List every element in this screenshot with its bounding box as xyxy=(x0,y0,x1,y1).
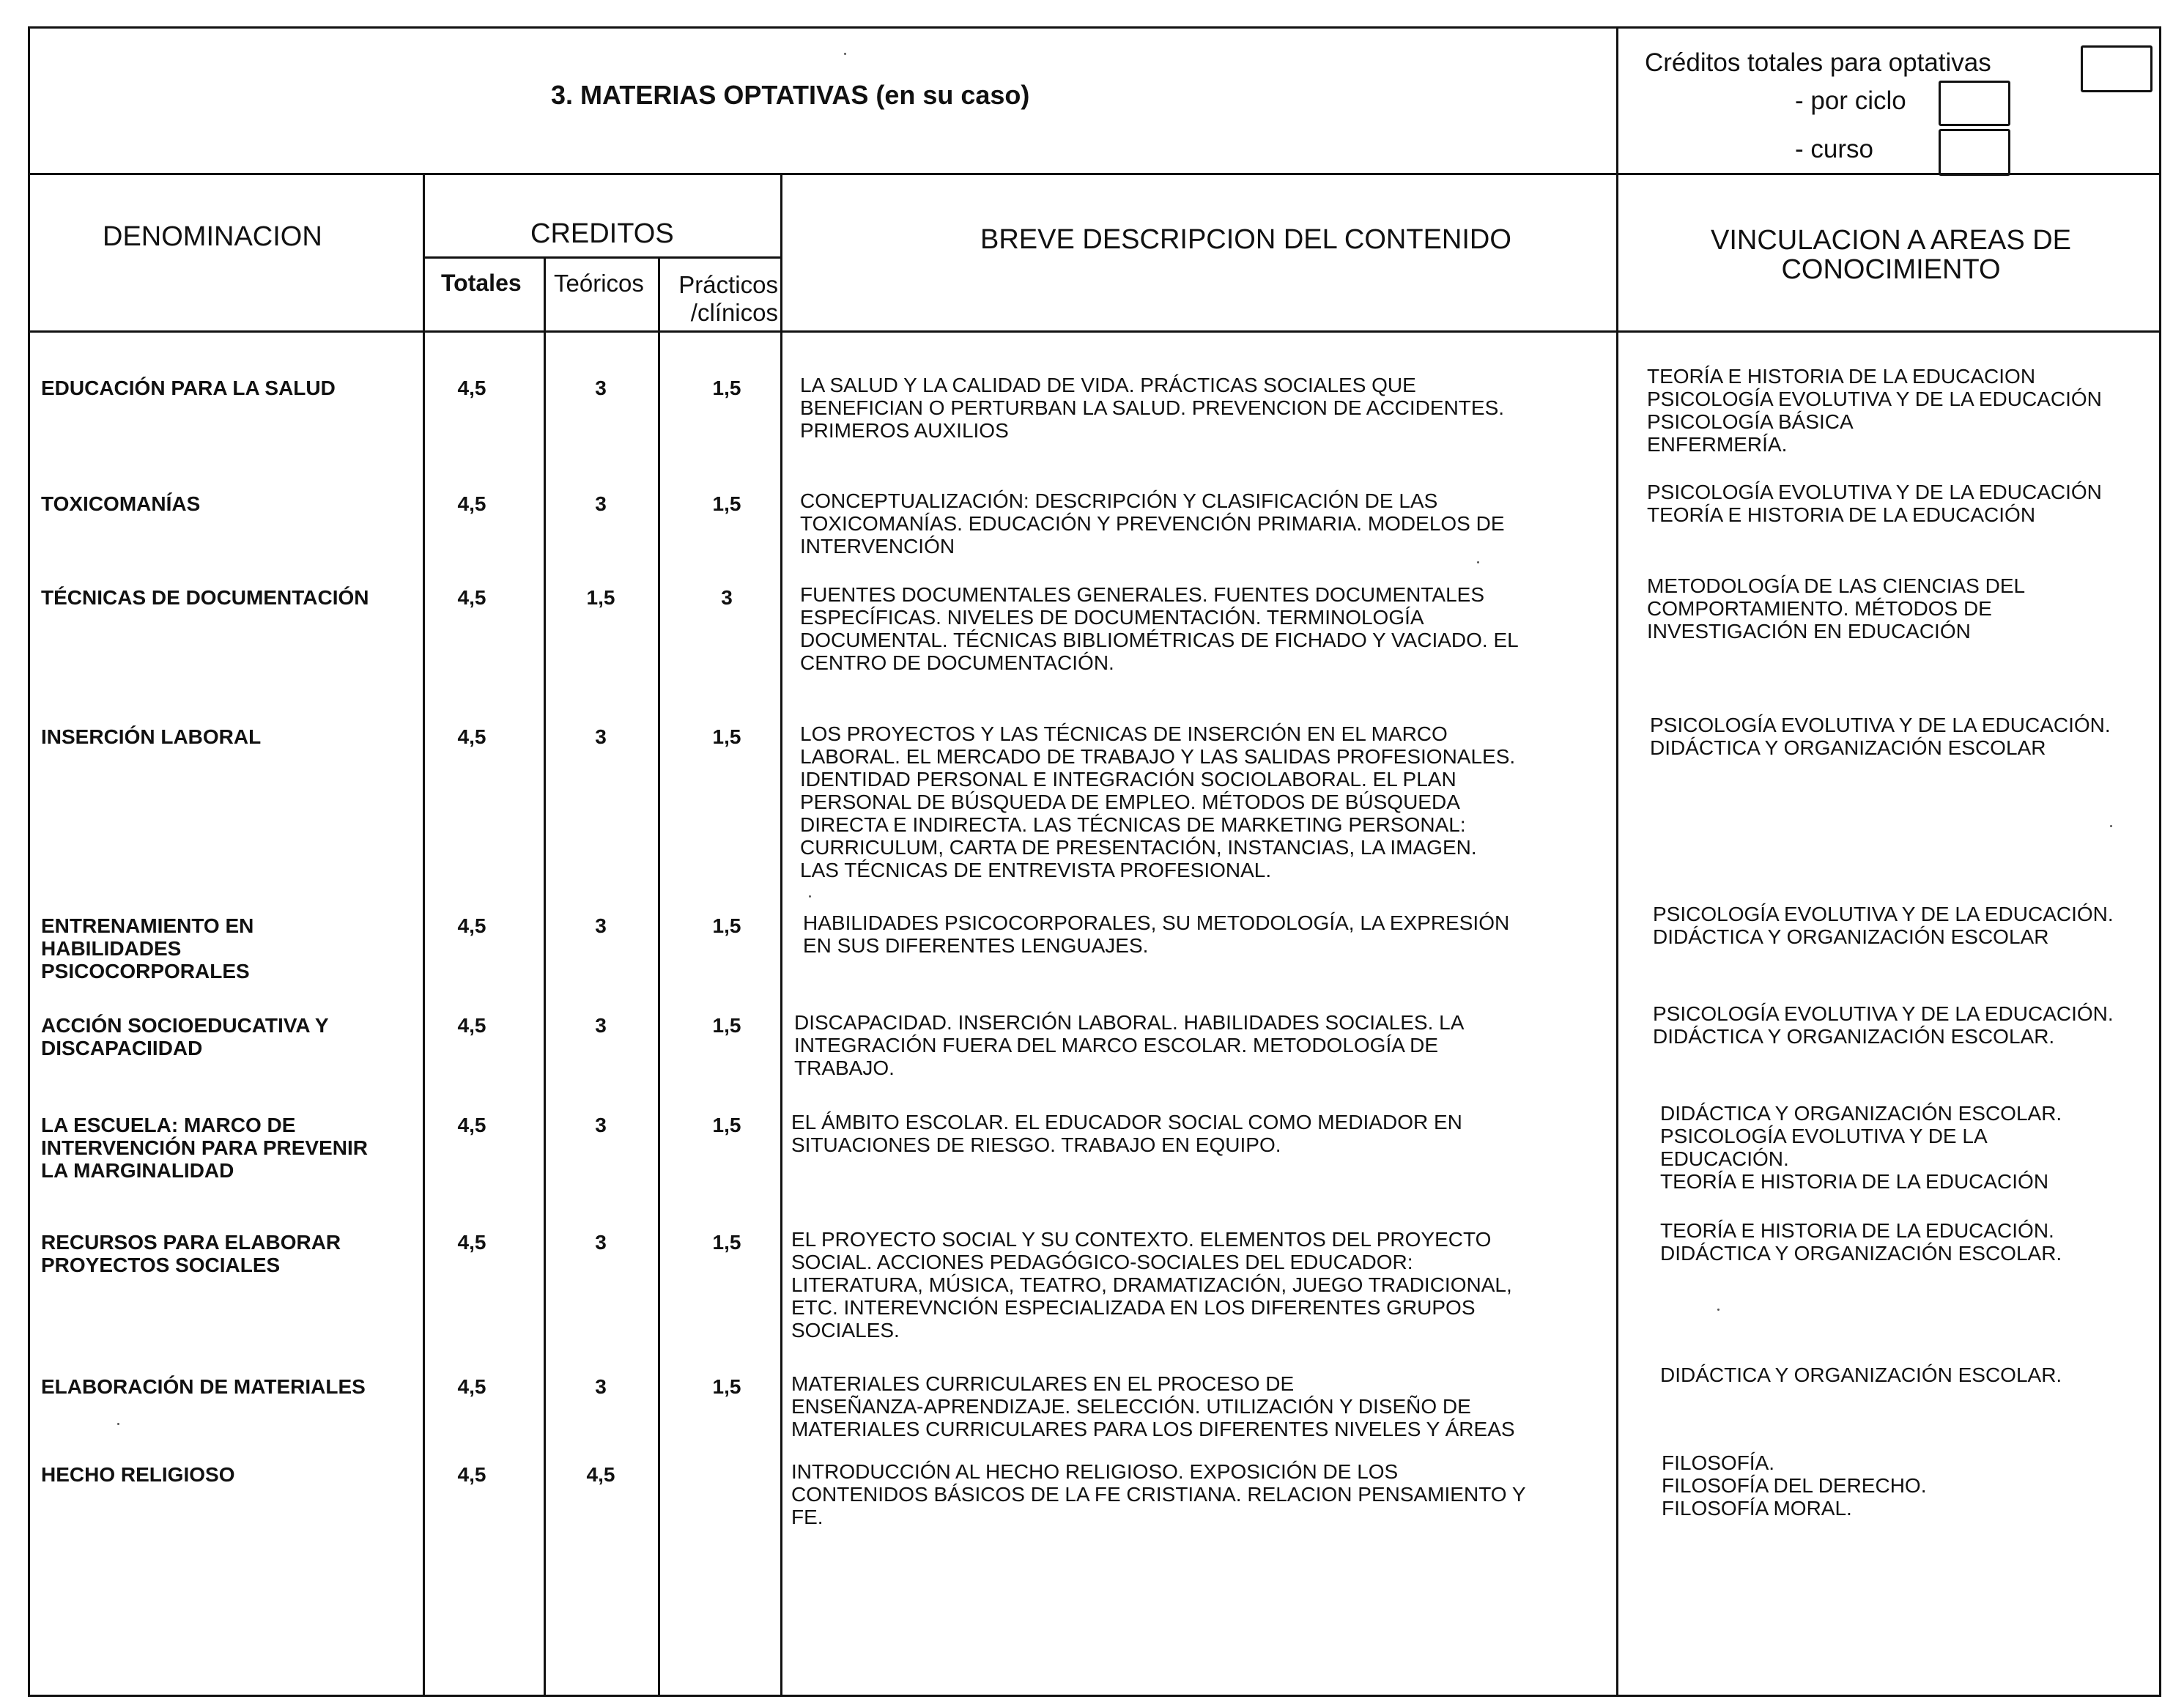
row-areas: TEORÍA E HISTORIA DE LA EDUCACION PSICOLOGÍA EVOLUTIVA Y DE LA EDUCACIÓN PSICOLOGÍA BÁSICA ENFERMERÍA. xyxy=(1647,365,2102,456)
row-totales: 4,5 xyxy=(457,1114,486,1136)
col-header-description: BREVE DESCRIPCION DEL CONTENIDO xyxy=(980,224,1511,255)
row-totales: 4,5 xyxy=(457,377,486,399)
col-header-totales: Totales xyxy=(441,270,522,296)
row-areas: PSICOLOGÍA EVOLUTIVA Y DE LA EDUCACIÓN. DIDÁCTICA Y ORGANIZACIÓN ESCOLAR xyxy=(1650,714,2111,759)
col-header-credits: CREDITOS xyxy=(530,218,674,249)
row-practicos: 1,5 xyxy=(712,914,741,937)
row-description: MATERIALES CURRICULARES EN EL PROCESO DE ENSEÑANZA-APRENDIZAJE. SELECCIÓN. UTILIZACIÓN Y DISEÑO DE MATERIALES CURRICULARES PARA LOS DIFERENTES NIVELES Y ÁREAS xyxy=(791,1372,1515,1440)
scan-speck xyxy=(844,53,846,55)
per-cycle-box[interactable] xyxy=(1939,81,2010,126)
row-name: EDUCACIÓN PARA LA SALUD xyxy=(41,377,336,399)
row-teoricos: 3 xyxy=(595,377,607,399)
row-teoricos: 3 xyxy=(595,1375,607,1398)
col-divider-teoricos xyxy=(658,256,660,1697)
row-totales: 4,5 xyxy=(457,1231,486,1254)
row-description: FUENTES DOCUMENTALES GENERALES. FUENTES DOCUMENTALES ESPECÍFICAS. NIVELES DE DOCUMENTACIÓN. TERMINOLOGÍA DOCUMENTAL. TÉCNICAS BIBLIOMÉTRICAS DE FICHADO Y VACIADO. EL CENTRO DE DOCUMENTACIÓN. xyxy=(800,583,1519,674)
row-description: LA SALUD Y LA CALIDAD DE VIDA. PRÁCTICAS SOCIALES QUE BENEFICIAN O PERTURBAN LA SALUD. PREVENCION DE ACCIDENTES. PRIMEROS AUXILIOS xyxy=(800,374,1505,442)
scan-speck xyxy=(1717,1309,1720,1311)
row-description: EL ÁMBITO ESCOLAR. EL EDUCADOR SOCIAL COMO MEDIADOR EN SITUACIONES DE RIESGO. TRABAJO EN EQUIPO. xyxy=(791,1111,1462,1156)
row-practicos: 1,5 xyxy=(712,1014,741,1037)
row-practicos: 1,5 xyxy=(712,1114,741,1136)
row-practicos: 1,5 xyxy=(712,725,741,748)
row-name: LA ESCUELA: MARCO DE INTERVENCIÓN PARA PREVENIR LA MARGINALIDAD xyxy=(41,1114,368,1182)
row-totales: 4,5 xyxy=(457,1014,486,1037)
row-totales: 4,5 xyxy=(457,914,486,937)
col-divider-name xyxy=(423,173,425,1697)
row-teoricos: 3 xyxy=(595,914,607,937)
col-divider-practicos xyxy=(780,173,782,1697)
row-name: TÉCNICAS DE DOCUMENTACIÓN xyxy=(41,586,369,609)
row-teoricos: 3 xyxy=(595,725,607,748)
credits-total-label: Créditos totales para optativas xyxy=(1645,48,1991,77)
row-areas: FILOSOFÍA. FILOSOFÍA DEL DERECHO. FILOSOFÍA MORAL. xyxy=(1662,1451,1927,1520)
row-description: HABILIDADES PSICOCORPORALES, SU METODOLOGÍA, LA EXPRESIÓN EN SUS DIFERENTES LENGUAJES. xyxy=(803,911,1510,957)
row-practicos: 1,5 xyxy=(712,1231,741,1254)
row-description: LOS PROYECTOS Y LAS TÉCNICAS DE INSERCIÓN EN EL MARCO LABORAL. EL MERCADO DE TRABAJO Y LAS SALIDAS PROFESIONALES. IDENTIDAD PERSONAL E INTEGRACIÓN SOCIOLABORAL. EL PLAN PERSONAL DE BÚSQUEDA DE EMPLEO. MÉTODOS DE BÚSQUEDA DIRECTA E INDIRECTA. LAS TÉCNICAS DE MARKETING PERSONAL: CURRICULUM, CARTA DE PRESENTACIÓN, INSTANCIAS, LA IMAGEN. LAS TÉCNICAS DE ENTREVISTA PROFESIONAL. xyxy=(800,722,1516,881)
row-totales: 4,5 xyxy=(457,1375,486,1398)
scan-speck xyxy=(809,895,811,898)
scan-speck xyxy=(1477,561,1479,563)
row-name: ENTRENAMIENTO EN HABILIDADES PSICOCORPORALES xyxy=(41,914,254,983)
row-areas: METODOLOGÍA DE LAS CIENCIAS DEL COMPORTAMIENTO. MÉTODOS DE INVESTIGACIÓN EN EDUCACIÓN xyxy=(1647,574,2026,643)
row-practicos: 1,5 xyxy=(712,377,741,399)
credits-total-box[interactable] xyxy=(2081,45,2152,92)
col-header-name: DENOMINACION xyxy=(103,221,322,252)
header-divider xyxy=(28,173,2161,175)
row-description: EL PROYECTO SOCIAL Y SU CONTEXTO. ELEMENTOS DEL PROYECTO SOCIAL. ACCIONES PEDAGÓGICO-SOCIALES DEL EDUCADOR: LITERATURA, MÚSICA, TEATRO, DRAMATIZACIÓN, JUEGO TRADICIONAL, ETC. INTEREVNCIÓN ESPECIALIZADA EN LOS DIFERENTES GRUPOS SOCIALES. xyxy=(791,1228,1512,1342)
row-teoricos: 4,5 xyxy=(586,1463,615,1486)
section-title: 3. MATERIAS OPTATIVAS (en su caso) xyxy=(551,80,1030,110)
row-teoricos: 3 xyxy=(595,1014,607,1037)
row-description: INTRODUCCIÓN AL HECHO RELIGIOSO. EXPOSICIÓN DE LOS CONTENIDOS BÁSICOS DE LA FE CRISTIANA. RELACION PENSAMIENTO Y FE. xyxy=(791,1460,1526,1528)
row-areas: DIDÁCTICA Y ORGANIZACIÓN ESCOLAR. PSICOLOGÍA EVOLUTIVA Y DE LA EDUCACIÓN. TEORÍA E HISTORIA DE LA EDUCACIÓN xyxy=(1660,1102,2062,1193)
row-areas: DIDÁCTICA Y ORGANIZACIÓN ESCOLAR. xyxy=(1660,1364,2062,1386)
row-totales: 4,5 xyxy=(457,492,486,515)
row-teoricos: 3 xyxy=(595,1231,607,1254)
row-teoricos: 3 xyxy=(595,492,607,515)
row-areas: PSICOLOGÍA EVOLUTIVA Y DE LA EDUCACIÓN. DIDÁCTICA Y ORGANIZACIÓN ESCOLAR. xyxy=(1653,1002,2114,1048)
row-name: ELABORACIÓN DE MATERIALES xyxy=(41,1375,366,1398)
credits-subheader-divider xyxy=(423,256,781,259)
scan-speck xyxy=(2110,825,2112,827)
row-areas: PSICOLOGÍA EVOLUTIVA Y DE LA EDUCACIÓN. DIDÁCTICA Y ORGANIZACIÓN ESCOLAR xyxy=(1653,903,2114,948)
col-header-teoricos: Teóricos xyxy=(554,270,644,297)
row-areas: TEORÍA E HISTORIA DE LA EDUCACIÓN. DIDÁCTICA Y ORGANIZACIÓN ESCOLAR. xyxy=(1660,1219,2062,1265)
row-practicos: 1,5 xyxy=(712,1375,741,1398)
row-name: HECHO RELIGIOSO xyxy=(41,1463,235,1486)
row-totales: 4,5 xyxy=(457,586,486,609)
row-name: INSERCIÓN LABORAL xyxy=(41,725,262,748)
col-divider-description xyxy=(1616,26,1618,1697)
row-areas: PSICOLOGÍA EVOLUTIVA Y DE LA EDUCACIÓN TEORÍA E HISTORIA DE LA EDUCACIÓN xyxy=(1647,481,2102,526)
row-totales: 4,5 xyxy=(457,1463,486,1486)
course-box[interactable] xyxy=(1939,129,2010,176)
row-practicos: 1,5 xyxy=(712,492,741,515)
col-header-practicos: Prácticos /clínicos xyxy=(678,271,778,326)
row-name: TOXICOMANÍAS xyxy=(41,492,201,515)
row-teoricos: 1,5 xyxy=(586,586,615,609)
per-cycle-label: - por ciclo xyxy=(1795,86,1906,115)
row-name: ACCIÓN SOCIOEDUCATIVA Y DISCAPACIIDAD xyxy=(41,1014,329,1059)
col-divider-totales xyxy=(544,256,546,1697)
row-description: CONCEPTUALIZACIÓN: DESCRIPCIÓN Y CLASIFICACIÓN DE LAS TOXICOMANÍAS. EDUCACIÓN Y PREVENCIÓN PRIMARIA. MODELOS DE INTERVENCIÓN xyxy=(800,489,1505,558)
row-practicos: 3 xyxy=(721,586,733,609)
column-header-divider xyxy=(28,330,2161,333)
row-name: RECURSOS PARA ELABORAR PROYECTOS SOCIALES xyxy=(41,1231,341,1276)
row-teoricos: 3 xyxy=(595,1114,607,1136)
row-totales: 4,5 xyxy=(457,725,486,748)
scan-speck xyxy=(117,1423,119,1425)
course-label: - curso xyxy=(1795,135,1873,163)
row-description: DISCAPACIDAD. INSERCIÓN LABORAL. HABILIDADES SOCIALES. LA INTEGRACIÓN FUERA DEL MARCO ESCOLAR. METODOLOGÍA DE TRABAJO. xyxy=(794,1011,1465,1079)
col-header-areas: VINCULACION A AREAS DE CONOCIMIENTO xyxy=(1710,225,2072,285)
